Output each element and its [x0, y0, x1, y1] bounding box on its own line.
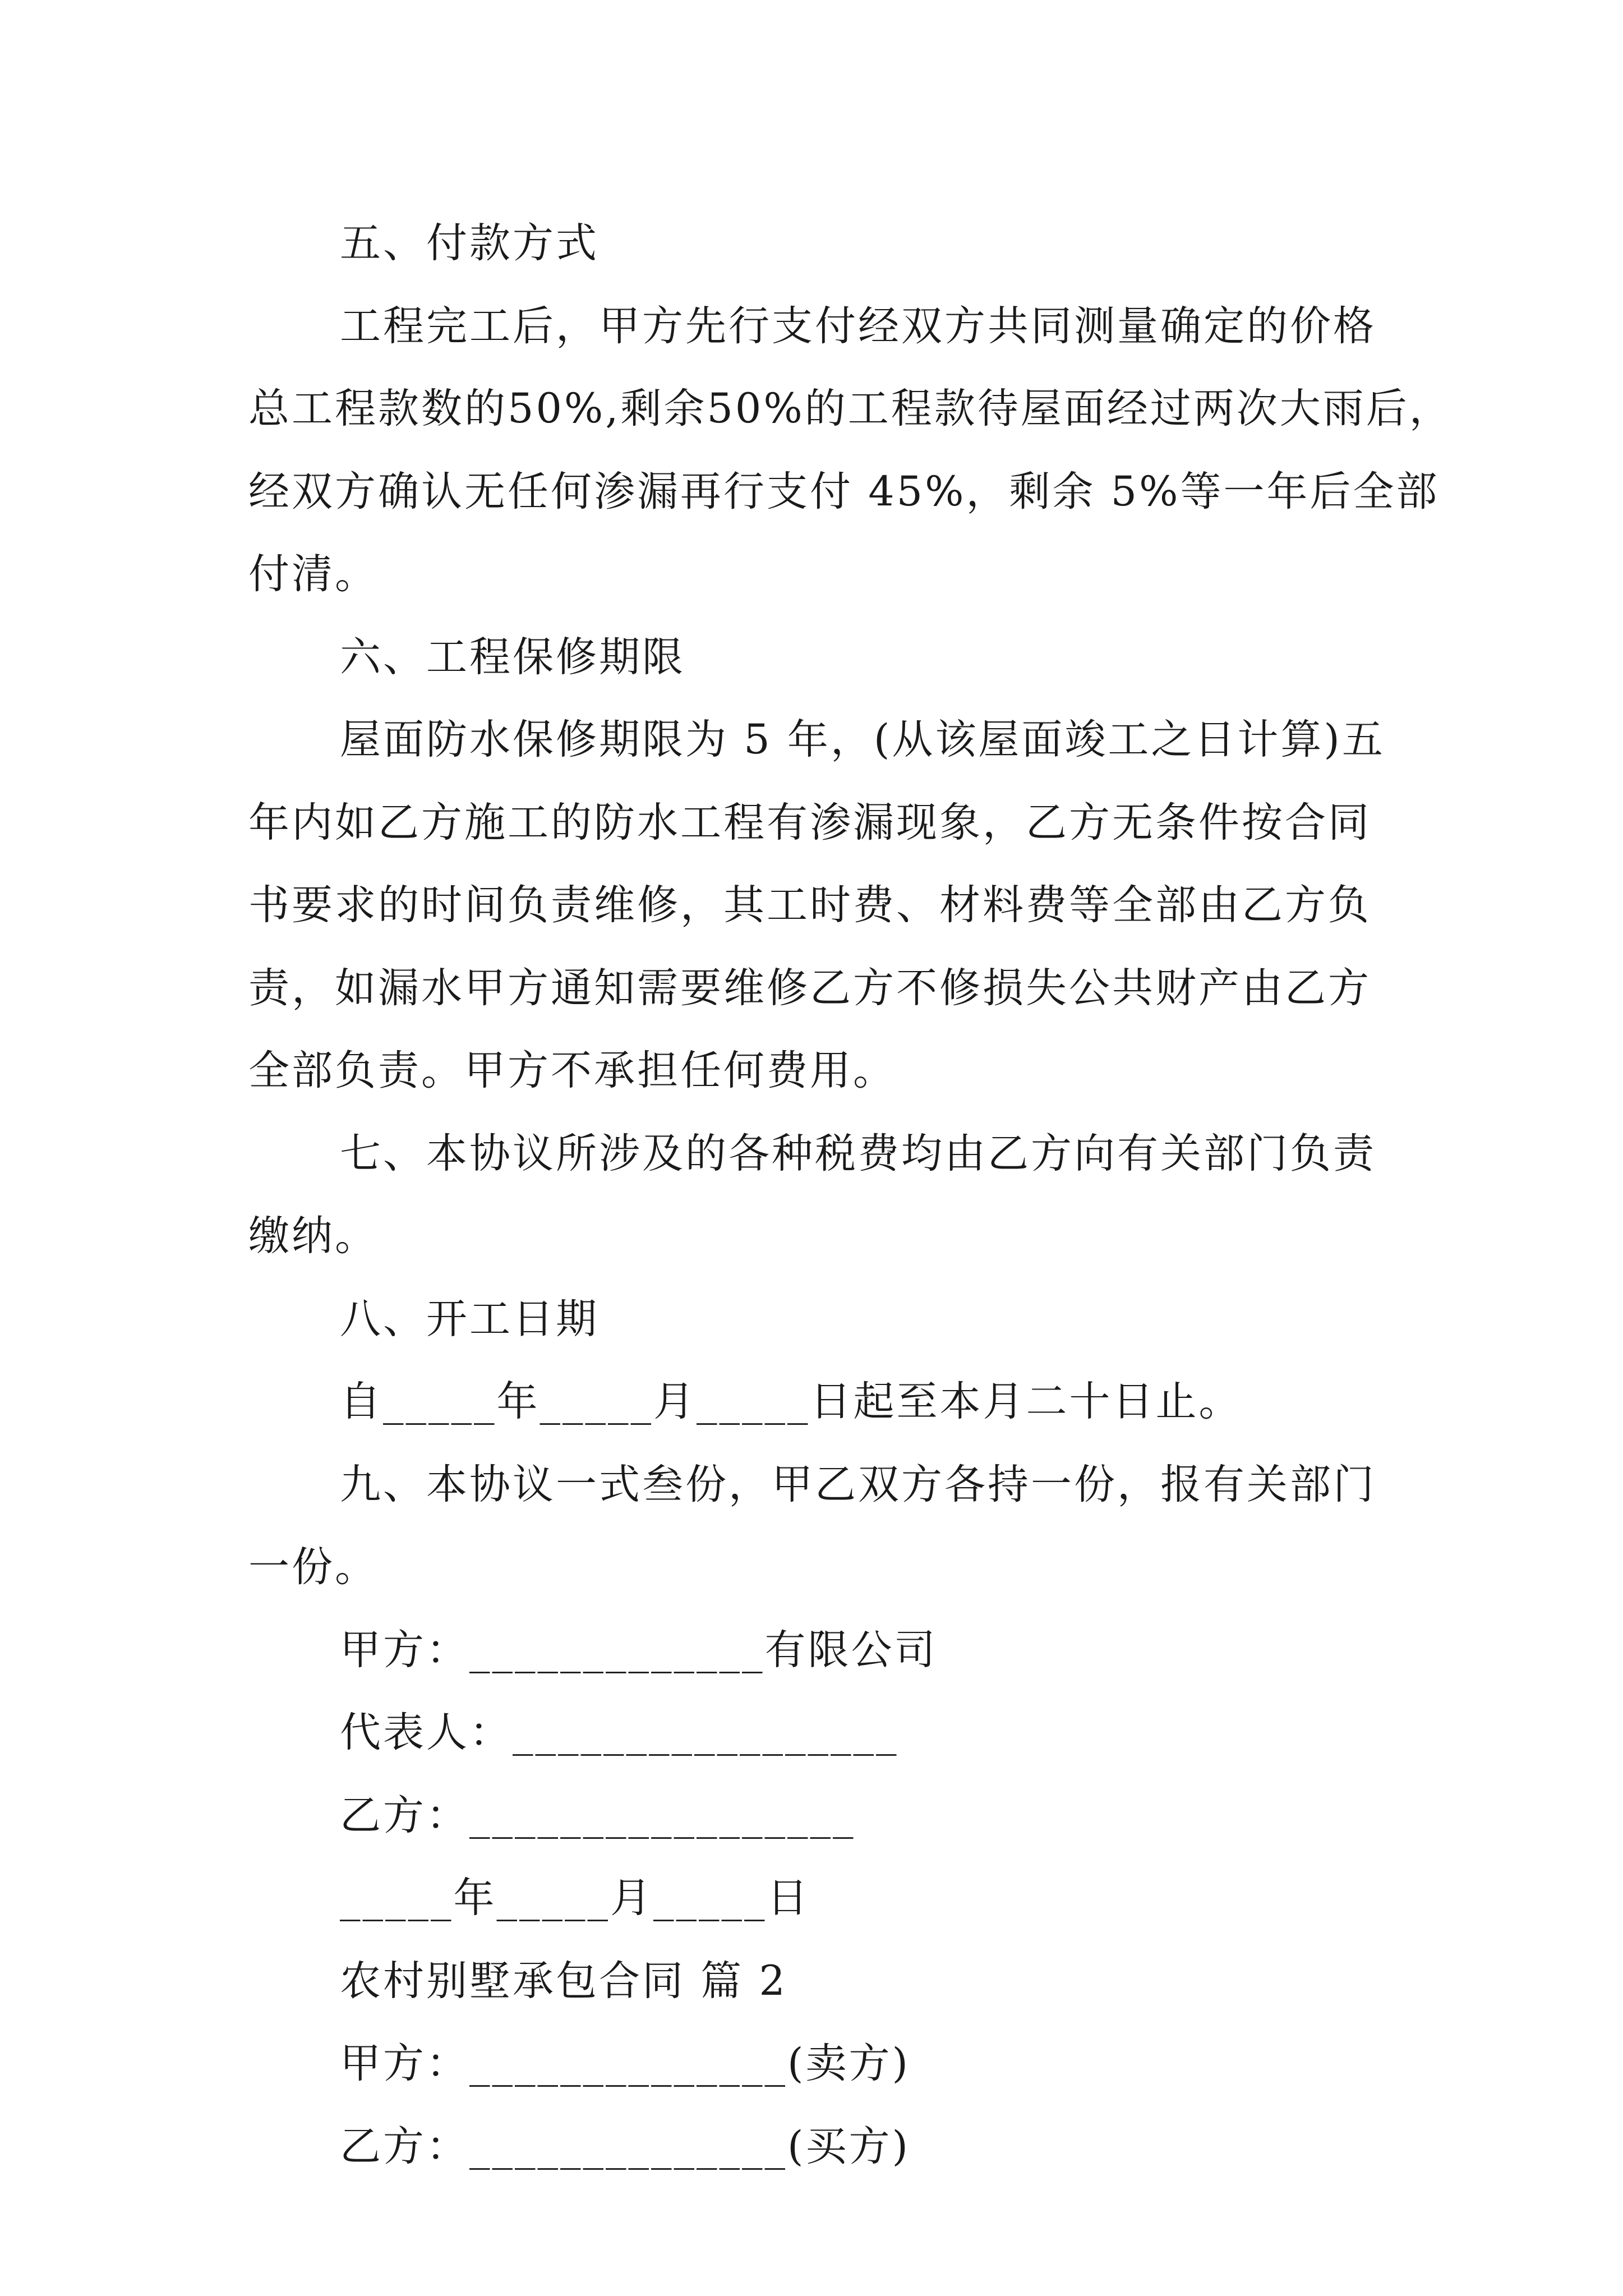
- document-body: [248, 202, 1453, 2188]
- section-heading-payment: 五、付款方式: [340, 219, 599, 267]
- paragraph-line: 总工程款数的50%,剩余50%的工程款待屋面经过两次大雨后，: [248, 385, 1453, 432]
- contract-title: 农村别墅承包合同 篇 2: [340, 1957, 787, 2005]
- paragraph-line: 经双方确认无任何渗漏再行支付 45%，剩余 5%等一年后全部: [248, 467, 1440, 516]
- section-heading-start-date: 八、开工日期: [340, 1295, 599, 1343]
- signing-date-line: _____年_____月_____日: [340, 1874, 810, 1922]
- paragraph-line: 付清。: [248, 550, 378, 598]
- paragraph-line: 工程完工后，甲方先行支付经双方共同测量确定的价格: [340, 302, 1376, 350]
- paragraph-line: 书要求的时间负责维修，其工时费、材料费等全部由乙方负: [248, 881, 1371, 929]
- paragraph-line: 缴纳。: [248, 1212, 378, 1260]
- section-taxes: 七、本协议所涉及的各种税费均由乙方向有关部门负责: [340, 1129, 1376, 1177]
- party-b-line: 乙方：_________________: [340, 1791, 856, 1839]
- representative-line: 代表人：_________________: [340, 1709, 899, 1756]
- section-copies: 九、本协议一式叁份，甲乙双方各持一份，报有关部门: [340, 1460, 1376, 1508]
- section-heading-warranty: 六、工程保修期限: [340, 633, 685, 681]
- seller-line: 甲方：______________(卖方): [340, 2040, 910, 2087]
- start-date-line: 自_____年_____月_____日起至本月二十日止。: [340, 1378, 1242, 1425]
- paragraph-line: 年内如乙方施工的防水工程有渗漏现象，乙方无条件按合同: [248, 798, 1371, 846]
- buyer-line: 乙方：______________(买方): [340, 2122, 910, 2170]
- party-a-line: 甲方：_____________有限公司: [340, 1626, 938, 1674]
- paragraph-line: 屋面防水保修期限为 5 年，(从该屋面竣工之日计算)五: [340, 716, 1385, 763]
- paragraph-line: 责，如漏水甲方通知需要维修乙方不修损失公共财产由乙方: [248, 964, 1371, 1012]
- paragraph-line: 全部负责。甲方不承担任何费用。: [248, 1047, 896, 1094]
- paragraph-line: 一份。: [248, 1543, 378, 1591]
